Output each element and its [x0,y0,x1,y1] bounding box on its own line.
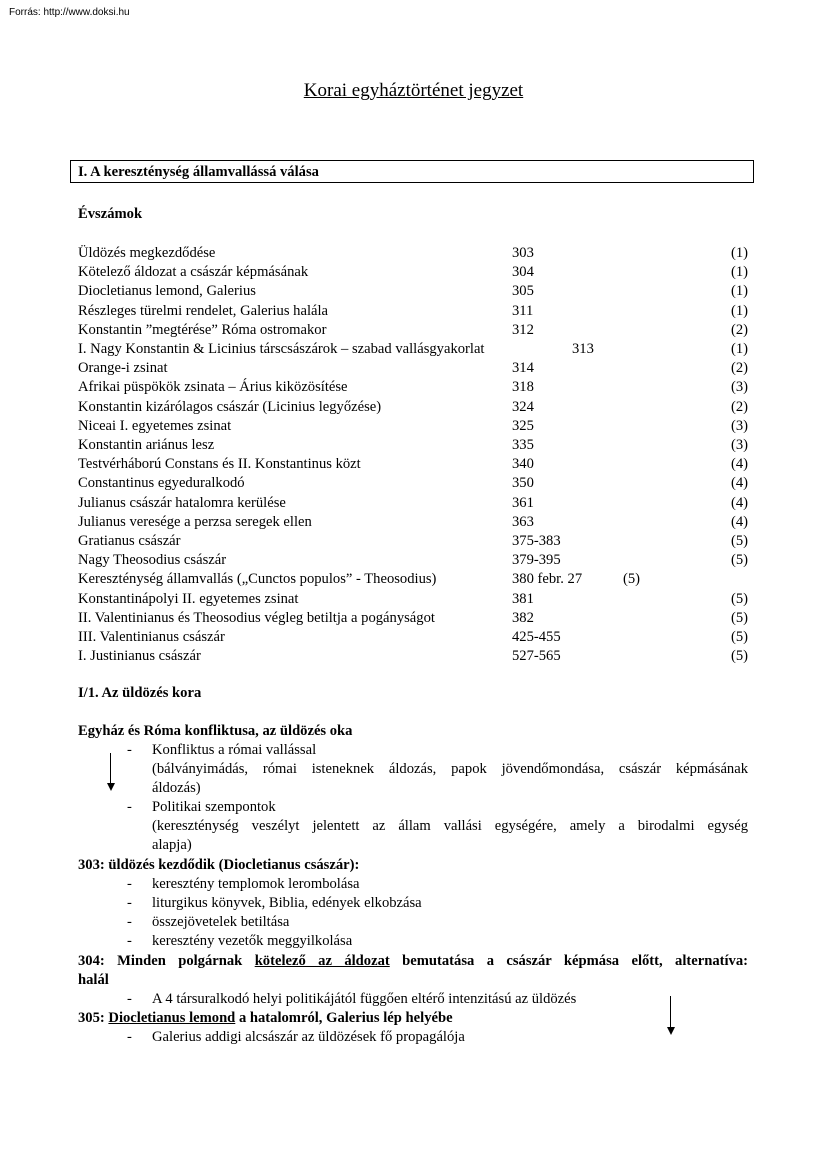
timeline-row [78,378,748,397]
timeline-year: 325 [512,417,534,434]
conflict-item-detail: (kereszténység veszélyt jelentett az állam vallási egységére, amely a birodalmi egység [152,818,748,834]
timeline-row [78,417,748,436]
conflict-item-detail: (bálványimádás, római isteneknek áldozás, papok jövendőmondása, császár képmásának [152,761,748,777]
p303-item: összejövetelek betiltása [152,914,290,930]
timeline-ref: (4) [730,475,748,492]
timeline-row [78,609,748,628]
timeline-event: Niceai I. egyetemes zsinat [78,417,232,434]
timeline-event: Konstantinápolyi II. egyetemes zsinat [78,590,299,607]
bullet-dash: - [127,742,132,758]
conflict-heading: Egyház és Róma konfliktusa, az üldözés oka [78,723,353,739]
timeline-row [78,359,748,378]
bullet-dash: - [127,876,132,892]
bullet-dash: - [127,933,132,949]
timeline-year: 350 [512,475,534,492]
p303-item: keresztény templomok lerombolása [152,876,360,892]
timeline-row [78,244,748,263]
timeline-row [78,321,748,340]
p304-underlined: kötelező az áldozat [254,953,390,969]
timeline-row [78,494,748,513]
timeline-ref: (1) [730,264,748,281]
timeline-year: 314 [512,360,534,377]
bullet-dash: - [127,991,132,1007]
p304-line2: halál [78,972,109,988]
timeline-row [78,647,748,666]
p304-post: bemutatása a császár képmása előtt, alternatíva: [389,953,749,969]
timeline-ref: (2) [730,321,748,338]
source-label: Forrás: http://www.doksi.hu [9,7,130,18]
timeline-event: Julianus császár hatalomra kerülése [78,494,286,511]
timeline-ref: (5) [730,648,748,665]
conflict-item-detail-end: áldozás) [152,780,201,796]
timeline-row [78,628,748,647]
timeline-ref: (3) [730,379,748,396]
bullet-dash: - [127,1029,132,1045]
timeline-row [78,436,748,455]
timeline-row [78,570,748,589]
timeline-year: 340 [512,456,534,473]
timeline-event: Orange-i zsinat [78,360,168,377]
down-arrow-icon-line [670,996,671,1027]
bullet-dash: - [127,914,132,930]
timeline-event: Kötelező áldozat a császár képmásának [78,264,309,281]
p305-post: a hatalomról, Galerius lép helyébe [235,1010,453,1026]
timeline-event: Nagy Theosodius császár [78,552,227,569]
timeline-ref: (1) [730,245,748,261]
timeline-row [78,551,748,570]
timeline-year: 312 [512,321,534,338]
p303-item: liturgikus könyvek, Biblia, edények elkobzása [152,895,422,911]
timeline-year: 363 [512,513,534,530]
timeline-year: 311 [512,302,534,319]
timeline-event: Részleges türelmi rendelet, Galerius halála [78,302,329,319]
timeline-event: Kereszténység államvallás („Cunctos populos” - Theosodius) [78,571,437,588]
evszamok-heading: Évszámok [78,206,143,222]
p305-pre: 305: [78,1010,109,1026]
timeline-year: 379-395 [512,552,561,569]
timeline-ref: (5) [730,533,748,549]
timeline-year: 304 [512,264,534,281]
timeline-row [78,455,748,474]
timeline-event: I. Justinianus császár [78,648,201,665]
down-arrow-icon [107,783,115,791]
timeline-ref: (5) [730,609,748,626]
timeline-year: 324 [512,398,534,415]
timeline-event: Konstantin ”megtérése” Róma ostromakor [78,321,327,338]
bullet-dash: - [127,799,132,815]
section-title: I. A kereszténység államvallássá válása [78,164,319,180]
timeline-ref: (3) [730,417,748,434]
timeline-row [78,263,748,282]
timeline-event: Konstantin ariánus lesz [78,437,215,453]
timeline-ref: (4) [730,494,748,511]
timeline-row [78,532,748,551]
p305-item: Galerius addigi alcsászár az üldözések fő propagálója [152,1029,465,1045]
p304-pre: 304: Minden polgárnak [78,953,255,969]
p304-item: A 4 társuralkodó helyi politikájától függően eltérő intenzitású az üldözés [152,991,577,1007]
timeline-ref: (2) [730,360,748,377]
timeline-ref: (5) [623,571,641,588]
timeline-year: 335 [512,437,534,453]
conflict-item-title: Konfliktus a római vallással [152,742,317,758]
timeline-ref: (4) [730,456,748,473]
timeline-year: 382 [512,609,534,626]
timeline-event: Konstantin kizárólagos császár (Licinius legyőzése) [78,398,382,415]
timeline-event: III. Valentinianus császár [78,629,225,645]
p303-heading: 303: üldözés kezdődik (Diocletianus császár): [78,857,360,873]
timeline-ref: (5) [730,590,748,607]
timeline-year: 305 [512,283,534,300]
timeline-event: II. Valentinianus és Theosodius végleg betiltja a pogányságot [78,609,435,626]
timeline-ref: (5) [730,629,748,645]
timeline-year: 361 [512,494,534,511]
timeline-ref: (4) [730,513,748,530]
p305-underlined: Diocletianus lemond [108,1010,236,1026]
timeline-year: 303 [512,245,534,261]
timeline-ref: (5) [730,552,748,569]
timeline-event: Constantinus egyeduralkodó [78,475,245,492]
timeline-row [78,513,748,532]
timeline-year: 380 febr. 27 [512,571,583,588]
timeline-row [78,302,748,321]
p303-item: keresztény vezetők meggyilkolása [152,933,353,949]
down-arrow-icon [667,1027,675,1035]
timeline-row [78,282,748,301]
timeline-ref: (2) [730,398,748,415]
timeline-event: I. Nagy Konstantin & Licinius társcsászárok – szabad vallásgyakorlat [78,341,485,357]
conflict-item-detail-end: alapja) [152,837,192,853]
timeline-event: Testvérháború Constans és II. Konstantinus közt [78,456,361,473]
timeline-year: 313 [572,341,594,357]
timeline-event: Üldözés megkezdődése [78,245,216,261]
timeline-event: Gratianus császár [78,533,181,549]
timeline-year: 375-383 [512,533,561,549]
conflict-item-title: Politikai szempontok [152,799,276,815]
p304-line [78,953,748,970]
timeline-row [78,590,748,609]
subsection-title: I/1. Az üldözés kora [78,685,202,701]
timeline-row [78,398,748,417]
timeline-year: 527-565 [512,648,561,665]
timeline-ref: (3) [730,437,748,453]
timeline-ref: (1) [730,302,748,319]
timeline-row [78,340,748,359]
down-arrow-icon-line [110,753,111,783]
timeline-year: 381 [512,590,534,607]
p305-line [78,1010,453,1027]
bullet-dash: - [127,895,132,911]
timeline-row [78,474,748,493]
timeline-year: 425-455 [512,629,561,645]
timeline-ref: (1) [730,341,748,357]
page-title: Korai egyháztörténet jegyzet [303,80,524,101]
timeline-year: 318 [512,379,534,396]
timeline-event: Julianus veresége a perzsa seregek ellen [78,513,312,530]
timeline-event: Diocletianus lemond, Galerius [78,283,256,300]
timeline-event: Afrikai püspökök zsinata – Árius kiközösítése [78,379,348,396]
timeline-ref: (1) [730,283,748,300]
